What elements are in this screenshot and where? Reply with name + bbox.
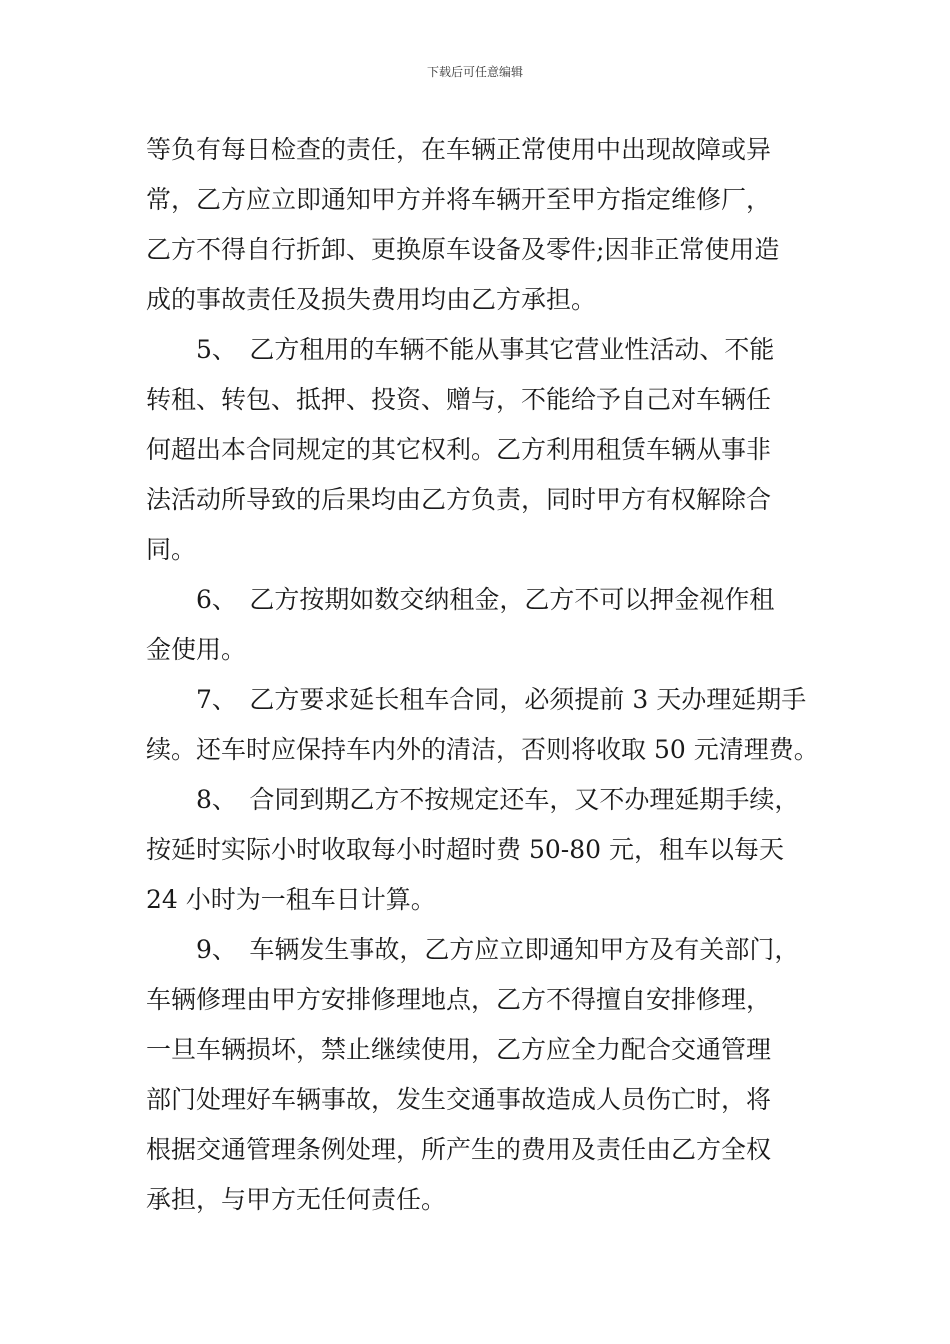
text-line: 乙方不得自行折卸、更换原车设备及零件;因非正常使用造 xyxy=(146,235,780,264)
text-line: 等负有每日检查的责任，在车辆正常使用中出现故障或异 xyxy=(146,135,772,164)
text-line: 同。 xyxy=(146,535,197,564)
text-line: 按延时实际小时收取每小时超时费 50-80 元，租车以每天 xyxy=(146,835,784,864)
text-line: 承担，与甲方无任何责任。 xyxy=(146,1185,447,1214)
clause-5-line: 5、 乙方租用的车辆不能从事其它营业性活动、不能 xyxy=(196,335,775,364)
clause-9-line: 9、 车辆发生事故，乙方应立即通知甲方及有关部门， xyxy=(196,935,800,964)
text-line: 法活动所导致的后果均由乙方负责，同时甲方有权解除合 xyxy=(146,485,772,514)
text-line: 一旦车辆损坏，禁止继续使用，乙方应全力配合交通管理 xyxy=(146,1035,772,1064)
text-line: 何超出本合同规定的其它权利。乙方利用租赁车辆从事非 xyxy=(146,435,772,464)
clause-8-line: 8、 合同到期乙方不按规定还车，又不办理延期手续， xyxy=(196,785,800,814)
page-header-note: 下载后可任意编辑 xyxy=(426,65,523,79)
clause-6-line: 6、 乙方按期如数交纳租金，乙方不可以押金视作租 xyxy=(196,585,775,614)
text-line: 续。还车时应保持车内外的清洁，否则将收取 50 元清理费。 xyxy=(146,735,819,764)
text-line: 车辆修理由甲方安排修理地点，乙方不得擅自安排修理， xyxy=(146,985,772,1014)
text-line: 成的事故责任及损失费用均由乙方承担。 xyxy=(146,285,597,314)
text-line: 常，乙方应立即通知甲方并将车辆开至甲方指定维修厂， xyxy=(146,185,772,214)
text-line: 金使用。 xyxy=(146,635,247,664)
text-line: 根据交通管理条例处理，所产生的费用及责任由乙方全权 xyxy=(146,1135,772,1164)
text-line: 24 小时为一租车日计算。 xyxy=(146,885,436,914)
clause-7-line: 7、 乙方要求延长租车合同，必须提前 3 天办理延期手 xyxy=(196,685,807,714)
text-line: 部门处理好车辆事故，发生交通事故造成人员伤亡时，将 xyxy=(146,1085,772,1114)
text-line: 转租、转包、抵押、投资、赠与，不能给予自己对车辆任 xyxy=(146,385,772,414)
